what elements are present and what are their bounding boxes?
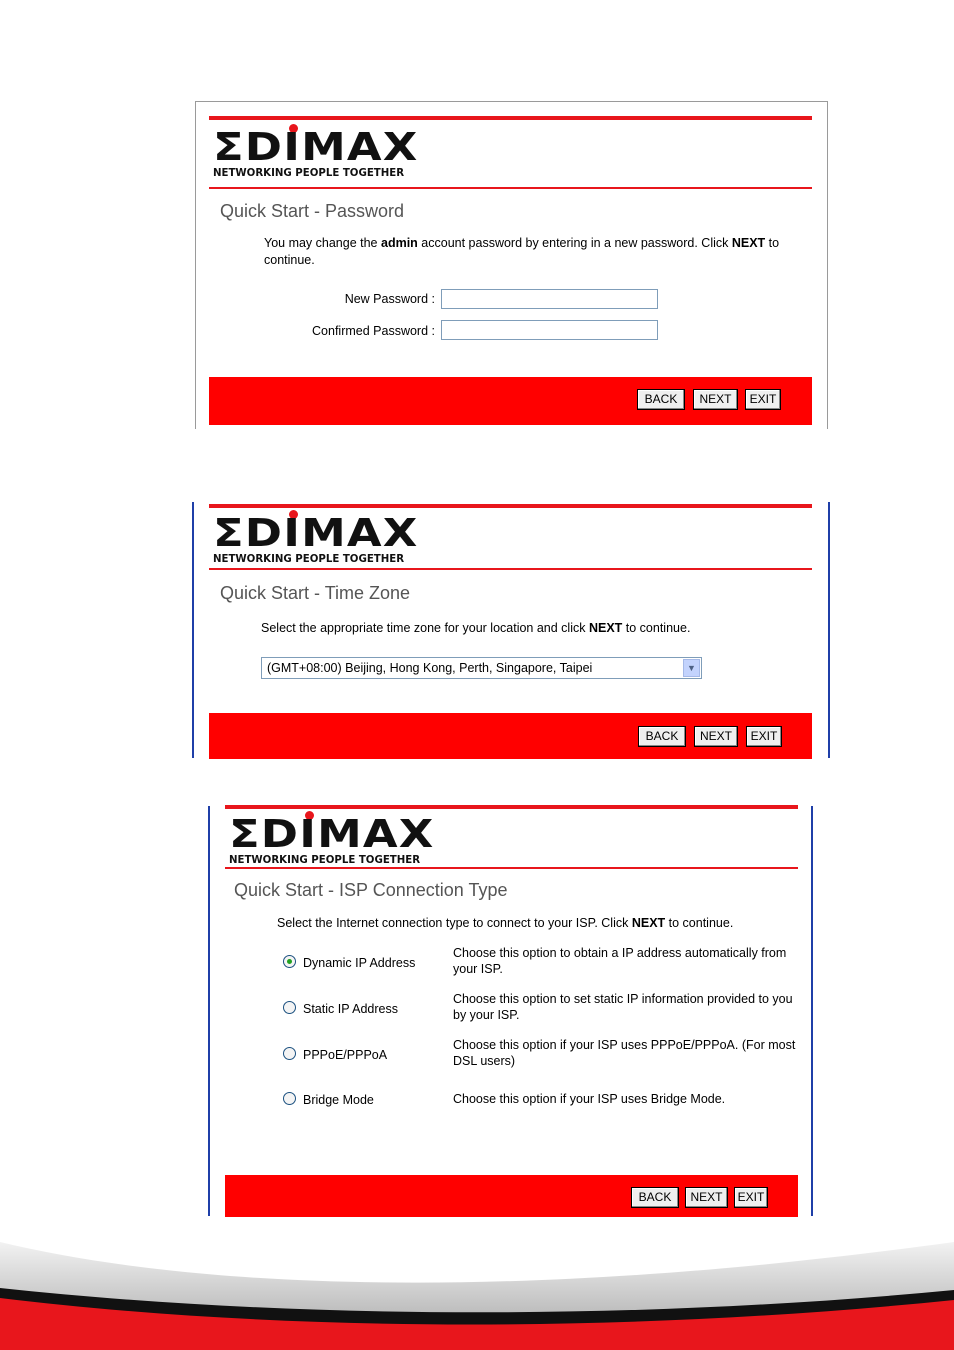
- next-button[interactable]: NEXT: [685, 1187, 728, 1208]
- logo-tagline: NETWORKING PEOPLE TOGETHER: [213, 554, 405, 565]
- logo-wordmark: ΣDIMAX: [213, 125, 419, 169]
- timezone-select-value: (GMT+08:00) Beijing, Hong Kong, Perth, Singapore, Taipei: [267, 661, 593, 675]
- exit-button[interactable]: EXIT: [734, 1187, 768, 1208]
- exit-button[interactable]: EXIT: [746, 726, 782, 747]
- header-red-line: [225, 805, 798, 809]
- frame-left-border: [192, 502, 194, 758]
- logo-tagline: NETWORKING PEOPLE TOGETHER: [229, 855, 421, 866]
- bridge-mode-description: Choose this option if your ISP uses Bridge Mode.: [453, 1092, 726, 1106]
- chevron-down-icon[interactable]: ▼: [683, 659, 700, 677]
- frame-left-border: [195, 101, 196, 429]
- confirmed-password-label: Confirmed Password :: [312, 324, 435, 338]
- timezone-select[interactable]: [261, 657, 702, 679]
- frame-right-border: [828, 502, 830, 758]
- header-divider: [209, 187, 812, 189]
- header-red-line: [209, 116, 812, 120]
- confirmed-password-input[interactable]: [441, 320, 658, 340]
- frame-right-border: [827, 101, 828, 429]
- dynamic-ip-description: Choose this option to obtain a IP address automatically from your ISP.: [453, 946, 787, 976]
- pppoe-radio[interactable]: [283, 1047, 296, 1060]
- back-button[interactable]: BACK: [631, 1187, 679, 1208]
- static-ip-description: Choose this option to set static IP information provided to you by your ISP.: [453, 992, 793, 1022]
- next-button[interactable]: NEXT: [693, 389, 738, 410]
- bridge-mode-radio[interactable]: [283, 1092, 296, 1105]
- intro-text: Select the appropriate time zone for your location and click NEXT to continue.: [261, 621, 691, 635]
- header-red-line: [209, 504, 812, 508]
- static-ip-radio[interactable]: [283, 1001, 296, 1014]
- header-divider: [225, 867, 798, 869]
- intro-text: You may change the admin account password by entering in a new password. Click NEXT to continue.: [264, 236, 780, 267]
- dynamic-ip-label[interactable]: Dynamic IP Address: [303, 956, 416, 970]
- bridge-mode-label[interactable]: Bridge Mode: [303, 1093, 374, 1107]
- logo-wordmark: ΣDIMAX: [213, 511, 419, 555]
- page-title: Quick Start - Time Zone: [220, 583, 411, 603]
- back-button[interactable]: BACK: [638, 726, 686, 747]
- new-password-label: New Password :: [344, 292, 435, 306]
- logo-wordmark: ΣDIMAX: [229, 812, 435, 856]
- logo-tagline: NETWORKING PEOPLE TOGETHER: [213, 168, 405, 179]
- intro-text: Select the Internet connection type to connect to your ISP. Click NEXT to continue.: [277, 916, 734, 930]
- edimax-logo: [213, 511, 419, 570]
- header-divider: [209, 568, 812, 570]
- frame-right-border: [811, 806, 813, 1216]
- pppoe-label[interactable]: PPPoE/PPPoA: [303, 1048, 388, 1062]
- edimax-logo: [229, 812, 435, 871]
- frame-top-border: [195, 101, 828, 102]
- edimax-logo: [213, 125, 419, 184]
- pppoe-description: Choose this option if your ISP uses PPPoE/PPPoA. (For most DSL users): [453, 1038, 796, 1068]
- static-ip-label[interactable]: Static IP Address: [303, 1002, 398, 1016]
- page-footer-swoosh: [0, 1230, 954, 1350]
- dynamic-ip-radio[interactable]: [283, 955, 296, 968]
- new-password-input[interactable]: [441, 289, 658, 309]
- exit-button[interactable]: EXIT: [745, 389, 781, 410]
- back-button[interactable]: BACK: [637, 389, 685, 410]
- frame-left-border: [208, 806, 210, 1216]
- next-button[interactable]: NEXT: [694, 726, 738, 747]
- page-title: Quick Start - Password: [220, 201, 405, 221]
- page-title: Quick Start - ISP Connection Type: [234, 880, 508, 900]
